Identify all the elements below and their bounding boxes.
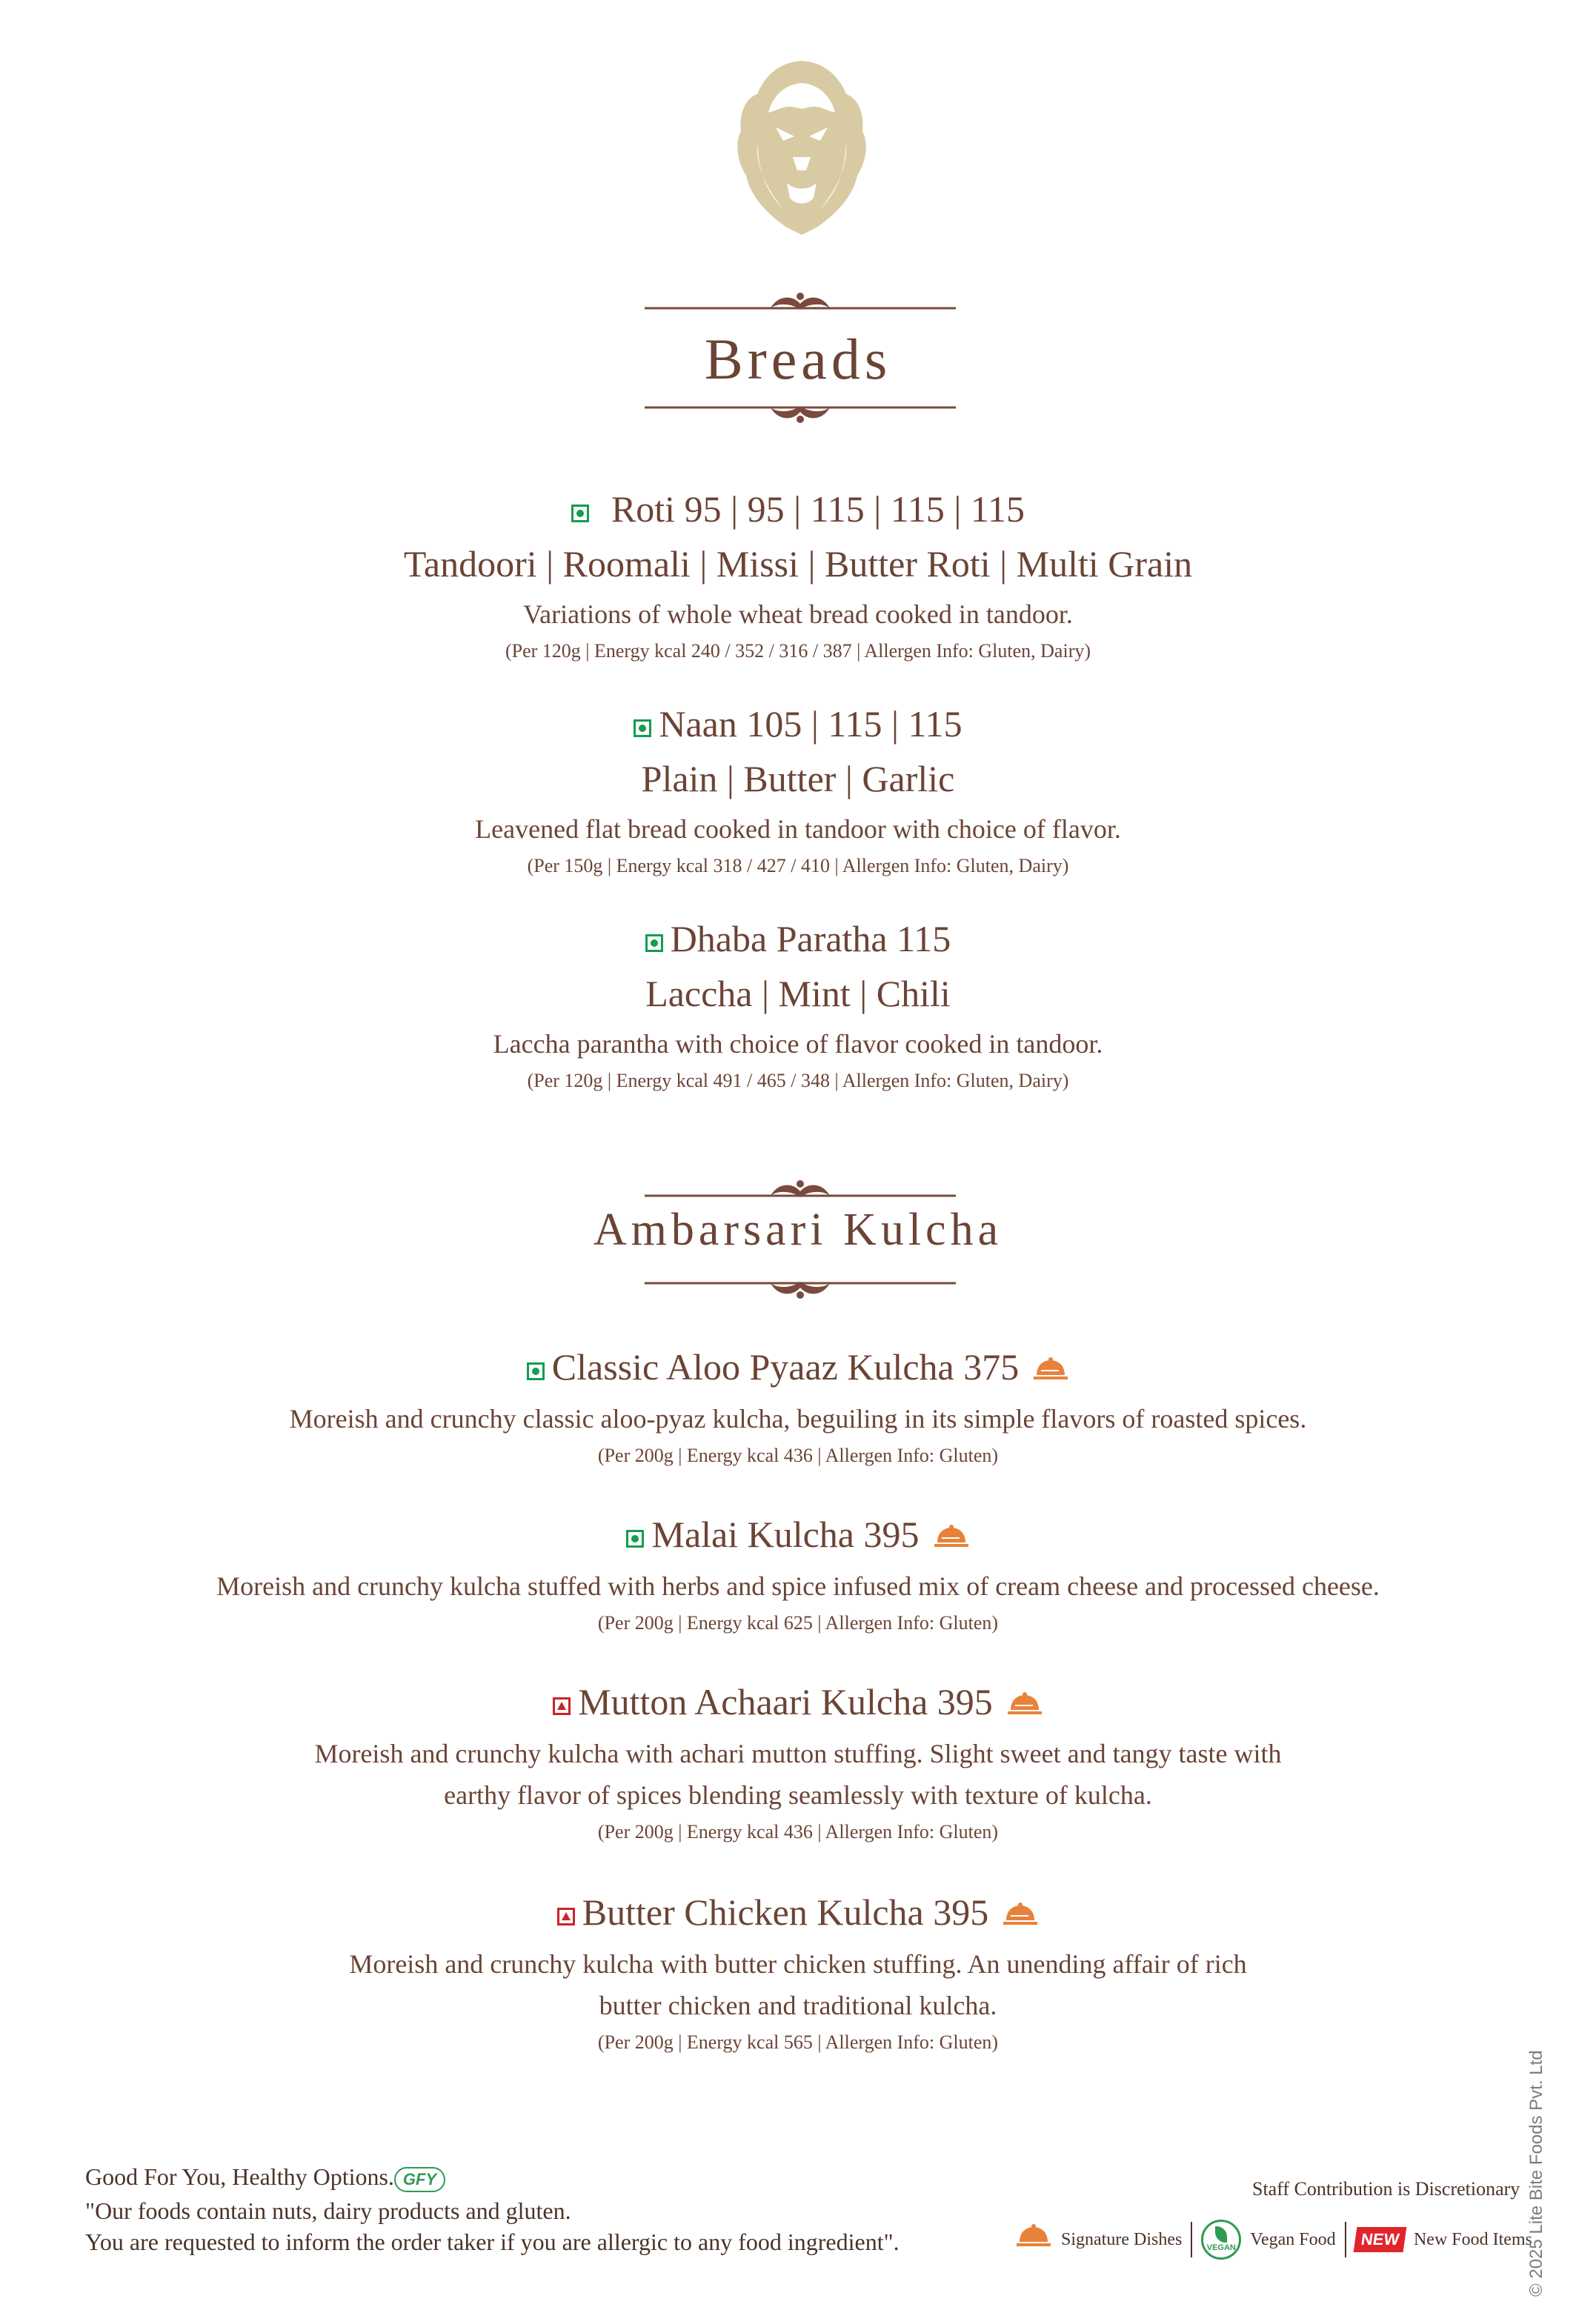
- menu-item-description: Variations of whole wheat bread cooked in tandoor.: [523, 599, 1073, 629]
- section-title-kulcha: Ambarsari Kulcha: [593, 1205, 1003, 1255]
- legend-vegan-label: Vegan Food: [1250, 2229, 1336, 2249]
- allergen-note: "Our foods contain nuts, dairy products and gluten.: [85, 2197, 571, 2224]
- menu-item-nutrition: (Per 120g | Energy kcal 240 / 352 / 316 / 387 | Allergen Info: Gluten, Dairy): [505, 640, 1091, 662]
- menu-item-variants: Laccha | Mint | Chili: [645, 973, 951, 1014]
- veg-icon: [626, 1530, 644, 1548]
- ornament-divider-bottom: [645, 1270, 956, 1302]
- menu-item-description: Moreish and crunchy kulcha with butter chicken stuffing. An unending affair of rich: [349, 1949, 1247, 1979]
- section-title-breads: Breads: [704, 327, 892, 391]
- cloche-icon: [1032, 1350, 1069, 1393]
- veg-icon: [645, 934, 663, 952]
- legend-divider: [1345, 2222, 1346, 2257]
- menu-item-nutrition: (Per 200g | Energy kcal 565 | Allergen Info: Gluten): [597, 2031, 999, 2053]
- ornament-divider-bottom: [645, 394, 956, 427]
- menu-item-title: Roti 95 | 95 | 115 | 115 | 115: [0, 487, 1596, 530]
- legend: [1015, 2220, 1532, 2260]
- menu-item-variants: Plain | Butter | Garlic: [641, 758, 955, 799]
- veg-icon: [634, 719, 651, 737]
- menu-item-description: earthy flavor of spices blending seamlessly with texture of kulcha.: [444, 1780, 1152, 1810]
- menu-item-title: Dhaba Paratha 115: [0, 917, 1596, 960]
- vegan-icon: VEGAN: [1201, 2220, 1241, 2260]
- menu-item-description: Moreish and crunchy kulcha stuffed with herbs and spice infused mix of cream cheese and processed cheese.: [216, 1571, 1380, 1601]
- gfy-badge: GFY: [394, 2167, 445, 2192]
- menu-item-title: Malai Kulcha 395: [0, 1513, 1596, 1560]
- menu-item-nutrition: (Per 200g | Energy kcal 625 | Allergen Info: Gluten): [597, 1612, 999, 1634]
- allergen-note: You are requested to inform the order taker if you are allergic to any food ingredient".: [85, 2229, 900, 2255]
- menu-item-nutrition: (Per 120g | Energy kcal 491 / 465 / 348 | Allergen Info: Gluten, Dairy): [527, 1070, 1069, 1091]
- menu-item-description: Moreish and crunchy kulcha with achari mutton stuffing. Slight sweet and tangy taste with: [314, 1739, 1282, 1768]
- copyright-text: © 2025 Lite Bite Foods Pvt. Ltd: [1526, 2050, 1546, 2297]
- staff-contribution-note: Staff Contribution is Discretionary: [1252, 2178, 1520, 2200]
- menu-item-description: Leavened flat bread cooked in tandoor with choice of flavor.: [475, 814, 1121, 844]
- nonveg-icon: [557, 1908, 575, 1925]
- menu-item-variants: Tandoori | Roomali | Missi | Butter Roti | Multi Grain: [403, 543, 1193, 585]
- menu-item-nutrition: (Per 200g | Energy kcal 436 | Allergen Info: Gluten): [597, 1445, 999, 1466]
- menu-item-description: butter chicken and traditional kulcha.: [599, 1991, 997, 2020]
- menu-item-title: Mutton Achaari Kulcha 395: [0, 1680, 1596, 1728]
- menu-item-description: Moreish and crunchy classic aloo-pyaz kulcha, beguiling in its simple flavors of roasted spices.: [289, 1404, 1307, 1434]
- menu-item-nutrition: (Per 200g | Energy kcal 436 | Allergen Info: Gluten): [597, 1821, 999, 1843]
- ornament-divider-top: [645, 287, 956, 320]
- legend-signature-label: Signature Dishes: [1061, 2229, 1183, 2249]
- veg-icon: [571, 505, 589, 522]
- gfy-note: Good For You, Healthy Options. GFY: [85, 2163, 445, 2192]
- veg-icon: [527, 1362, 545, 1380]
- lion-head-logo: [713, 53, 891, 239]
- menu-item-title: Butter Chicken Kulcha 395: [0, 1891, 1596, 1938]
- cloche-icon: [1006, 1685, 1043, 1728]
- cloche-icon: [1002, 1895, 1039, 1938]
- legend-new-label: New Food Items: [1413, 2229, 1532, 2249]
- legend-divider: [1191, 2222, 1192, 2257]
- cloche-icon: [1015, 2224, 1052, 2256]
- menu-item-description: Laccha parantha with choice of flavor cooked in tandoor.: [493, 1029, 1103, 1059]
- new-badge: NEW: [1353, 2227, 1406, 2252]
- menu-item-title: Classic Aloo Pyaaz Kulcha 375: [0, 1345, 1596, 1393]
- nonveg-icon: [553, 1697, 571, 1715]
- cloche-icon: [933, 1517, 970, 1560]
- menu-item-title: Naan 105 | 115 | 115: [0, 702, 1596, 745]
- ornament-divider-top: [645, 1175, 956, 1208]
- menu-item-nutrition: (Per 150g | Energy kcal 318 / 427 / 410 | Allergen Info: Gluten, Dairy): [527, 855, 1069, 876]
